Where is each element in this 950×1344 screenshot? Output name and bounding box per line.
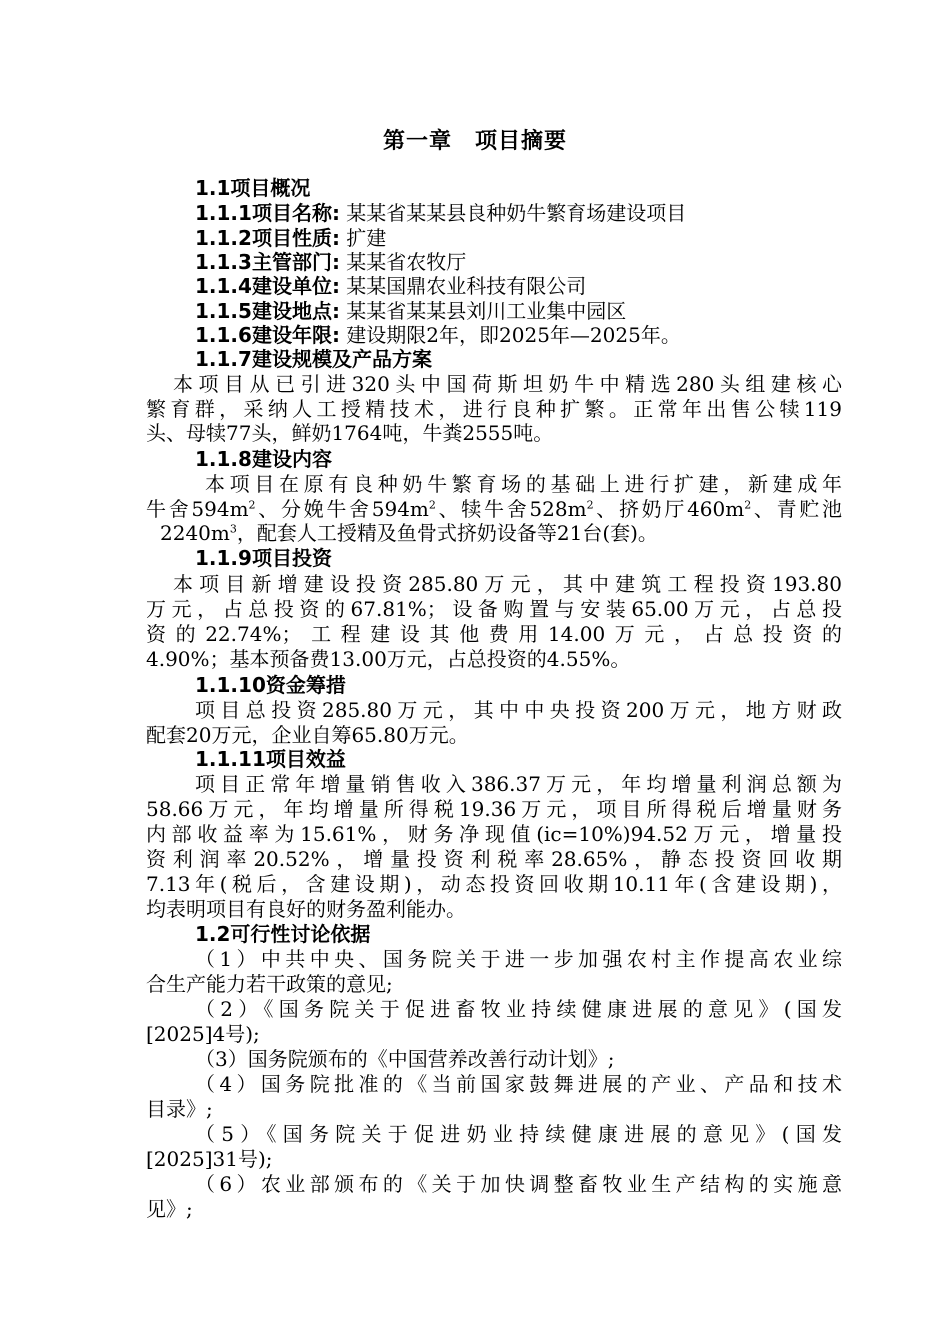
list-item-continuation: 合生产能力若干政策的意见;: [146, 972, 393, 996]
list-item: （1）中共中央、国务院关于进一步加强农村主作提高农业综: [195, 947, 842, 971]
paragraph-line: 4.90%；基本预备费13.00万元，占总投资的4.55%。: [146, 647, 631, 671]
item-period: [195, 323, 842, 347]
text-segment: 2240m: [160, 521, 230, 545]
text-segment: 、青贮池: [751, 497, 843, 521]
item-location: [195, 299, 842, 323]
section-heading-1-1-8: 1.1.8建设内容: [195, 447, 332, 471]
superscript: 2: [744, 498, 752, 512]
text-segment: 牛舍594m: [146, 497, 249, 521]
paragraph-line: 资利润率20.52%，增量投资利税率28.65%，静态投资回收期: [146, 847, 842, 871]
superscript: 2: [248, 498, 256, 512]
section-heading-1-1-10: 1.1.10资金筹措: [195, 673, 346, 697]
item-value: 建设期限2年，即2025年—2025年。: [339, 323, 681, 347]
section-heading-1-1: 1.1项目概况: [195, 176, 311, 200]
list-item-continuation: [2025]31号);: [146, 1147, 273, 1171]
paragraph-line: [146, 497, 842, 521]
superscript: 2: [586, 498, 594, 512]
paragraph-line: 项目总投资285.80万元，其中中央投资200万元，地方财政: [195, 698, 842, 722]
section-heading-1-1-9: 1.1.9项目投资: [195, 546, 332, 570]
paragraph-line: 头、母犊77头，鲜奶1764吨，牛粪2555吨。: [146, 421, 554, 445]
text-segment: 、挤奶厅460m: [593, 497, 745, 521]
item-value: 扩建: [339, 226, 387, 250]
list-item: （6）农业部颁布的《关于加快调整畜牧业生产结构的实施意: [195, 1172, 842, 1196]
paragraph-line: 项目正常年增量销售收入386.37万元，年均增量利润总额为: [195, 772, 842, 796]
paragraph-line: 本项目从已引进320头中国荷斯坦奶牛中精选280头组建核心: [173, 372, 842, 396]
chapter-title: 第一章 项目摘要: [382, 129, 567, 154]
item-label: 1.1.4建设单位:: [195, 274, 340, 298]
item-value: 某某省农牧厅: [339, 250, 467, 274]
superscript: 2: [428, 498, 436, 512]
item-value: 某某国鼎农业科技有限公司: [339, 274, 587, 298]
paragraph-line: 内部收益率为15.61%，财务净现值(ic=10%)94.52万元，增量投: [146, 822, 842, 846]
list-item: （3）国务院颁布的《中国营养改善行动计划》;: [195, 1047, 615, 1071]
list-item: （2）《国务院关于促进畜牧业持续健康进展的意见》(国发: [195, 997, 842, 1021]
item-authority: [195, 250, 842, 274]
paragraph-line: 均表明项目有良好的财务盈利能办。: [146, 897, 466, 921]
item-label: 1.1.1项目名称:: [195, 201, 340, 225]
item-value: 某某省某某县良种奶牛繁育场建设项目: [339, 201, 687, 225]
paragraph-line: 7.13年(税后，含建设期)，动态投资回收期10.11年(含建设期)，: [146, 872, 842, 896]
paragraph-line: [160, 521, 829, 545]
text-segment: 、犊牛舍528m: [435, 497, 587, 521]
paragraph-line: 配套20万元，企业自筹65.80万元。: [146, 723, 469, 747]
paragraph-line: 本项目在原有良种奶牛繁育场的基础上进行扩建，新建成年: [205, 472, 842, 496]
section-heading-1-2: 1.2可行性讨论依据: [195, 922, 371, 946]
list-item-continuation: 目录》;: [146, 1097, 213, 1121]
list-item: （5）《国务院关于促进奶业持续健康进展的意见》(国发: [195, 1122, 842, 1146]
item-value: 某某省某某县刘川工业集中园区: [339, 299, 627, 323]
list-item-continuation: [2025]4号);: [146, 1022, 260, 1046]
paragraph-line: 繁育群，采纳人工授精技术，进行良种扩繁。正常年出售公犊119: [146, 397, 842, 421]
paragraph-line: 58.66万元，年均增量所得税19.36万元，项目所得税后增量财务: [146, 797, 842, 821]
item-label: 1.1.5建设地点:: [195, 299, 340, 323]
list-item: （4）国务院批准的《当前国家鼓舞进展的产业、产品和技术: [195, 1072, 842, 1096]
list-item-continuation: 见》;: [146, 1197, 193, 1221]
item-label: 1.1.2项目性质:: [195, 226, 340, 250]
paragraph-line: 万元，占总投资的67.81%；设备购置与安装65.00万元，占总投: [146, 597, 842, 621]
superscript: 3: [229, 522, 237, 536]
paragraph-line: 资的22.74%；工程建设其他费用14.00万元，占总投资的: [146, 622, 842, 646]
paragraph-line: 本项目新增建设投资285.80万元，其中建筑工程投资193.80: [173, 572, 842, 596]
item-label: 1.1.6建设年限:: [195, 323, 340, 347]
item-label: 1.1.3主管部门:: [195, 250, 340, 274]
item-construction-unit: [195, 274, 842, 298]
section-heading-1-1-11: 1.1.11项目效益: [195, 747, 346, 771]
section-heading-1-1-7: 1.1.7建设规模及产品方案: [195, 347, 432, 371]
text-segment: 、分娩牛舍594m: [255, 497, 429, 521]
item-project-name: [195, 201, 842, 225]
text-segment: ，配套人工授精及鱼骨式挤奶设备等21台(套)。: [236, 521, 658, 545]
item-project-nature: [195, 226, 842, 250]
